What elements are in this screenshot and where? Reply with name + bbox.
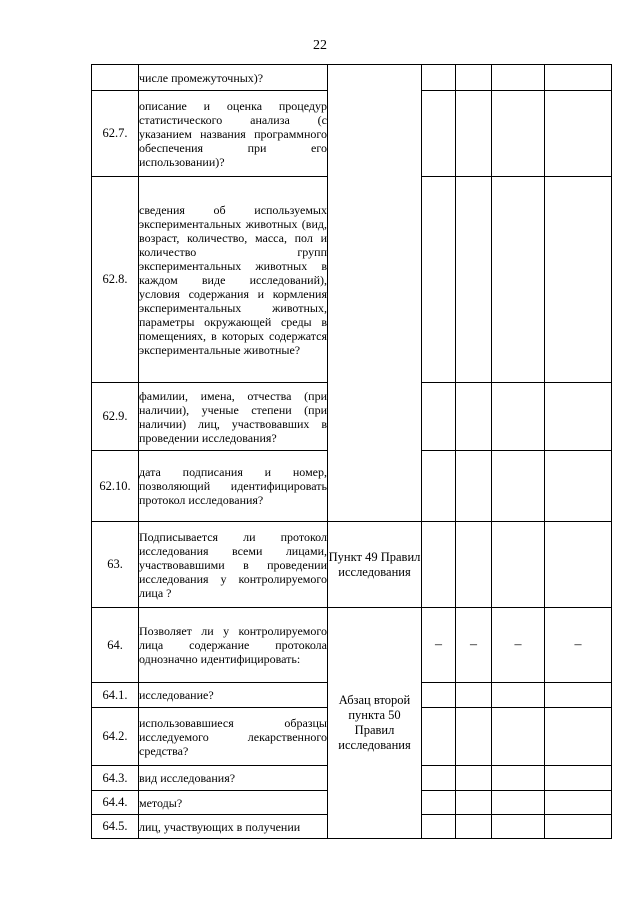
- answer-cell: [545, 815, 612, 839]
- answer-cell: [492, 766, 545, 791]
- answer-cell: [422, 683, 456, 708]
- answer-cell: [545, 522, 612, 608]
- not-applicable-dash: –: [545, 608, 612, 683]
- row-number: 62.8.: [92, 177, 139, 383]
- answer-cell: [456, 65, 492, 91]
- table-row: [92, 608, 612, 683]
- answer-cell: [422, 791, 456, 815]
- row-question: лиц, участвующих в получении: [139, 815, 328, 839]
- row-number: 64.4.: [92, 791, 139, 815]
- answer-cell: [492, 683, 545, 708]
- row-number: 64.2.: [92, 708, 139, 766]
- answer-cell: [492, 177, 545, 383]
- answer-cell: [422, 766, 456, 791]
- answer-cell: [456, 177, 492, 383]
- row-question: методы?: [139, 791, 328, 815]
- answer-cell: [456, 766, 492, 791]
- table-row: [92, 65, 612, 91]
- row-number: 63.: [92, 522, 139, 608]
- answer-cell: [545, 383, 612, 451]
- answer-cell: [422, 815, 456, 839]
- row-question: описание и оценка процедур статистического анализа (с указанием названия программного обеспечения при его использовании)?: [139, 91, 328, 177]
- answer-cell: [492, 65, 545, 91]
- legal-reference: Пункт 49 Правил исследования: [328, 522, 422, 608]
- answer-cell: [422, 177, 456, 383]
- answer-cell: [545, 65, 612, 91]
- answer-cell: [545, 708, 612, 766]
- row-number: 64.5.: [92, 815, 139, 839]
- row-question: Позволяет ли у контролируемого лица содержание протокола однозначно идентифицировать:: [139, 608, 328, 683]
- checklist-table: [91, 64, 612, 839]
- row-question: числе промежуточных)?: [139, 65, 328, 91]
- answer-cell: [492, 522, 545, 608]
- not-applicable-dash: –: [422, 608, 456, 683]
- ref-cell-empty: [328, 65, 422, 522]
- answer-cell: [422, 65, 456, 91]
- answer-cell: [492, 815, 545, 839]
- row-question: сведения об используемых экспериментальных животных (вид, возраст, количество, масса, пол и количество групп экспериментальных животных в каждом виде исследований), условия содержания и кормления экспериментальных животных, параметры окружающей среды в помещениях, в которых содержатся экспериментальные животные?: [139, 177, 328, 383]
- row-question: исследование?: [139, 683, 328, 708]
- row-number: 62.10.: [92, 451, 139, 522]
- answer-cell: [456, 451, 492, 522]
- table-row: [92, 522, 612, 608]
- answer-cell: [422, 708, 456, 766]
- answer-cell: [545, 451, 612, 522]
- answer-cell: [456, 791, 492, 815]
- answer-cell: [545, 177, 612, 383]
- answer-cell: [492, 383, 545, 451]
- answer-cell: [545, 683, 612, 708]
- row-number: 62.7.: [92, 91, 139, 177]
- answer-cell: [456, 683, 492, 708]
- legal-reference: Абзац второй пункта 50 Правил исследования: [328, 608, 422, 839]
- row-question: фамилии, имена, отчества (при наличии), ученые степени (при наличии) лиц, участвовавших в проведении исследования?: [139, 383, 328, 451]
- row-number: 64.: [92, 608, 139, 683]
- not-applicable-dash: –: [456, 608, 492, 683]
- answer-cell: [456, 91, 492, 177]
- answer-cell: [492, 91, 545, 177]
- answer-cell: [456, 815, 492, 839]
- row-question: вид исследования?: [139, 766, 328, 791]
- row-question: использовавшиеся образцы исследуемого лекарственного средства?: [139, 708, 328, 766]
- row-number: [92, 65, 139, 91]
- answer-cell: [492, 791, 545, 815]
- answer-cell: [422, 522, 456, 608]
- answer-cell: [492, 708, 545, 766]
- answer-cell: [456, 522, 492, 608]
- not-applicable-dash: –: [492, 608, 545, 683]
- answer-cell: [456, 708, 492, 766]
- row-question: дата подписания и номер, позволяющий идентифицировать протокол исследования?: [139, 451, 328, 522]
- page-number: 22: [313, 38, 327, 53]
- row-number: 64.3.: [92, 766, 139, 791]
- row-number: 62.9.: [92, 383, 139, 451]
- answer-cell: [422, 91, 456, 177]
- row-question: Подписывается ли протокол исследования всеми лицами, участвовавшими в проведении исследования у контролируемого лица ?: [139, 522, 328, 608]
- answer-cell: [492, 451, 545, 522]
- answer-cell: [545, 91, 612, 177]
- answer-cell: [545, 766, 612, 791]
- answer-cell: [422, 383, 456, 451]
- answer-cell: [422, 451, 456, 522]
- row-number: 64.1.: [92, 683, 139, 708]
- answer-cell: [545, 791, 612, 815]
- answer-cell: [456, 383, 492, 451]
